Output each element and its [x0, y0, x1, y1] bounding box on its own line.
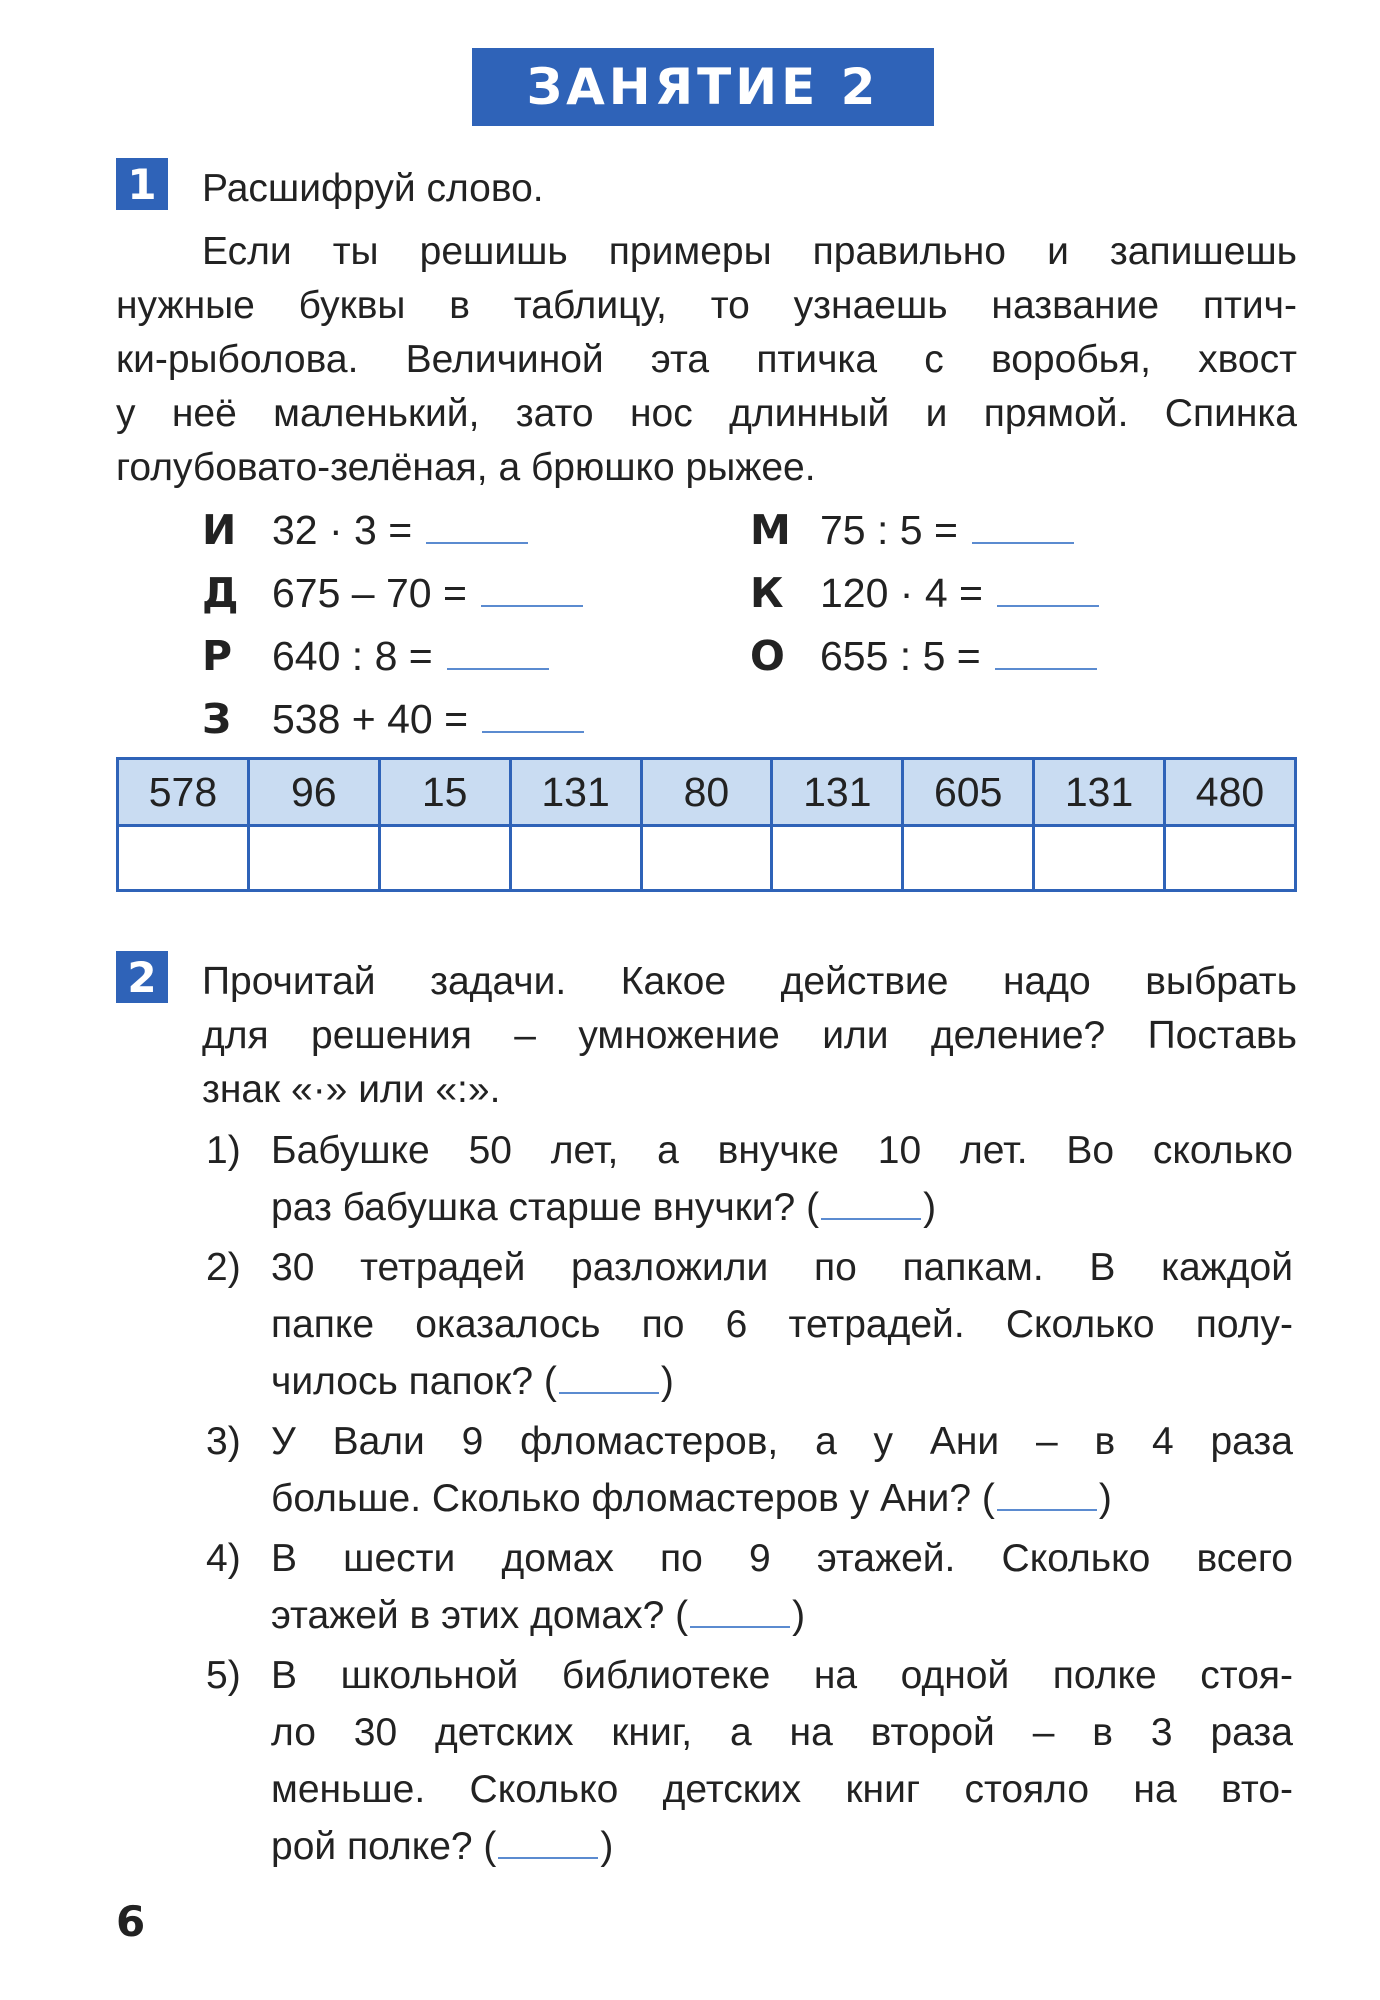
problem-line: папке оказалось по 6 тетрадей. Сколько полу-: [271, 1303, 1293, 1346]
example-expression: 675 – 70 =: [272, 570, 467, 616]
paragraph-line: голубовато-зелёная, а брюшко рыжее.: [116, 446, 816, 489]
lesson-title: ЗАНЯТИЕ 2: [472, 48, 934, 126]
problem-line: У Вали 9 фломастеров, а у Ани – в 4 раза: [271, 1420, 1293, 1463]
paragraph-line: ки-рыболова. Величиной эта птичка с воробья, хвост: [116, 338, 1297, 381]
task-1-paragraph: [116, 225, 1297, 495]
problem-line: раз бабушка старше внучки? (: [271, 1186, 820, 1229]
problem-line: меньше. Сколько детских книг стояло на вто-: [271, 1768, 1293, 1811]
answer-blank[interactable]: [447, 632, 549, 670]
problem-body: [271, 1532, 1293, 1646]
example-m: [750, 503, 1074, 557]
code-number-cell: 131: [1034, 759, 1165, 826]
problem-body: [271, 1241, 1293, 1412]
letter-answer-cell[interactable]: [1165, 826, 1296, 891]
close-paren: ): [600, 1825, 614, 1868]
example-o: [750, 629, 1097, 683]
answer-blank[interactable]: [972, 506, 1074, 544]
problem-line: В шести домах по 9 этажей. Сколько всего: [271, 1537, 1293, 1580]
task-1-number: 1: [116, 158, 168, 210]
task-2-heading: [202, 955, 1297, 1117]
close-paren: ): [1098, 1477, 1112, 1520]
heading-line: Прочитай задачи. Какое действие надо выбрать: [202, 960, 1297, 1003]
sign-blank[interactable]: [559, 1362, 659, 1394]
example-expression: 75 : 5 =: [820, 507, 958, 553]
example-expression: 32 · 3 =: [272, 507, 413, 553]
example-z: [202, 692, 584, 746]
sign-blank[interactable]: [821, 1188, 921, 1220]
example-i: [202, 503, 528, 557]
close-paren: ): [792, 1594, 806, 1637]
problem-number: 1): [206, 1129, 241, 1172]
letter-answer-cell[interactable]: [118, 826, 249, 891]
problem-body: [271, 1415, 1293, 1529]
answer-blank[interactable]: [995, 632, 1097, 670]
problem-line: 30 тетрадей разложили по папкам. В каждой: [271, 1246, 1293, 1289]
code-table-numbers-row: [118, 759, 1296, 826]
example-letter: М: [750, 506, 791, 554]
problem-line-last: [271, 1820, 1293, 1877]
problem-line-last: [271, 1472, 1293, 1529]
example-expression: 640 : 8 =: [272, 633, 433, 679]
sign-blank[interactable]: [498, 1827, 598, 1859]
code-number-cell: 578: [118, 759, 249, 826]
sign-blank[interactable]: [690, 1596, 790, 1628]
problem-line: В школьной библиотеке на одной полке стоя-: [271, 1654, 1293, 1697]
letter-answer-cell[interactable]: [641, 826, 772, 891]
page-number: 6: [116, 1897, 146, 1946]
letter-answer-cell[interactable]: [379, 826, 510, 891]
problem-number: 2): [206, 1246, 241, 1289]
problem-line-last: [271, 1589, 1293, 1646]
problem-line-last: [271, 1181, 1293, 1238]
letter-answer-cell[interactable]: [510, 826, 641, 891]
heading-line: знак «·» или «:».: [202, 1068, 501, 1111]
code-number-cell: 80: [641, 759, 772, 826]
task-1-heading: Расшифруй слово.: [202, 167, 544, 210]
heading-line: для решения – умножение или деление? Поставь: [202, 1014, 1297, 1057]
problem-number: 4): [206, 1537, 241, 1580]
problem-line: больше. Сколько фломастеров у Ани? (: [271, 1477, 995, 1520]
letter-answer-cell[interactable]: [772, 826, 903, 891]
task-2-number: 2: [116, 951, 168, 1003]
example-expression: 538 + 40 =: [272, 696, 469, 742]
problem-body: [271, 1649, 1293, 1877]
example-k: [750, 566, 1099, 620]
example-letter: И: [202, 506, 237, 554]
close-paren: ): [660, 1360, 674, 1403]
example-expression: 120 · 4 =: [820, 570, 983, 616]
example-expression: 655 : 5 =: [820, 633, 981, 679]
example-letter: Р: [202, 632, 233, 680]
letter-answer-cell[interactable]: [248, 826, 379, 891]
letter-answer-cell[interactable]: [903, 826, 1034, 891]
code-number-cell: 131: [510, 759, 641, 826]
letter-answer-cell[interactable]: [1034, 826, 1165, 891]
problem-line: рой полке? (: [271, 1825, 497, 1868]
paragraph-line: у неё маленький, зато нос длинный и прямой. Спинка: [116, 392, 1297, 435]
problem-number: 5): [206, 1654, 241, 1697]
code-table: [116, 757, 1297, 892]
problem-line: чилось папок? (: [271, 1360, 557, 1403]
problem-body: [271, 1124, 1293, 1238]
answer-blank[interactable]: [426, 506, 528, 544]
paragraph-line: Если ты решишь примеры правильно и запишешь: [202, 230, 1297, 273]
example-r: [202, 629, 549, 683]
paragraph-line: нужные буквы в таблицу, то узнаешь название птич-: [116, 284, 1297, 327]
problem-line: этажей в этих домах? (: [271, 1594, 689, 1637]
example-d: [202, 566, 583, 620]
problem-line: ло 30 детских книг, а на второй – в 3 раза: [271, 1711, 1293, 1754]
example-letter: К: [750, 569, 784, 617]
problem-line: Бабушке 50 лет, а внучке 10 лет. Во сколько: [271, 1129, 1293, 1172]
code-table-letters-row: [118, 826, 1296, 891]
example-letter: О: [750, 632, 785, 680]
close-paren: ): [923, 1186, 937, 1229]
sign-blank[interactable]: [997, 1479, 1097, 1511]
code-number-cell: 480: [1165, 759, 1296, 826]
answer-blank[interactable]: [481, 569, 583, 607]
code-number-cell: 96: [248, 759, 379, 826]
code-number-cell: 15: [379, 759, 510, 826]
example-letter: Д: [202, 569, 239, 617]
code-number-cell: 131: [772, 759, 903, 826]
answer-blank[interactable]: [482, 695, 584, 733]
problem-line-last: [271, 1355, 1293, 1412]
code-number-cell: 605: [903, 759, 1034, 826]
problem-number: 3): [206, 1420, 241, 1463]
example-letter: З: [202, 695, 232, 743]
answer-blank[interactable]: [997, 569, 1099, 607]
